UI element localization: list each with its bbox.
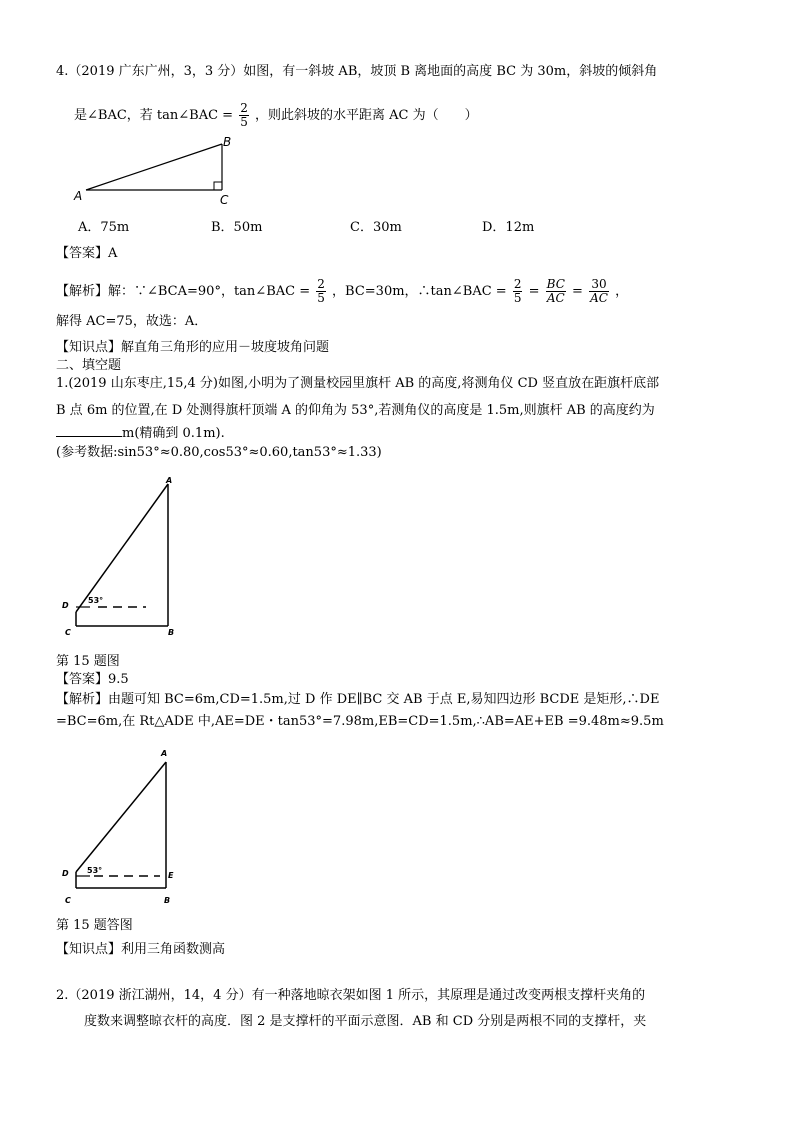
q4-label-b: B: [223, 135, 232, 149]
q4-solve: 解得 AC=75，故选：A．: [56, 314, 208, 329]
q1-line2: B 点 6m 的位置,在 D 处测得旗杆顶端 A 的仰角为 53°,若测角仪的高度是 1.5m,则旗杆 AB 的高度约为: [56, 403, 655, 418]
q4-label-c: C: [220, 193, 229, 207]
q4-analysis-frac1: $\frac{2}{5}$: [317, 277, 325, 305]
q4-slope-figure: [70, 132, 240, 207]
q1-answer-blank: [56, 424, 122, 437]
q4-analysis-frac3: $\frac{30}{AC}$: [590, 277, 608, 305]
q1-ans-label-e: E: [168, 871, 174, 880]
q1-label-a: A: [166, 476, 173, 485]
q1-flagpole-figure: [60, 472, 180, 642]
q4-analysis-frac1b: $\frac{2}{5}$: [513, 277, 522, 305]
q2-line2: 度数来调整晾衣杆的高度．图 2 是支撑杆的平面示意图．AB 和 CD 分别是两根不同的支撑杆，夹: [84, 1014, 647, 1029]
q1-line3-text: m(精确到 0.1m).: [122, 426, 225, 441]
q1-ans-label-a: A: [161, 749, 168, 758]
q4-analysis-frac2: $\frac{BC}{AC}$: [546, 277, 565, 305]
q4-line1: 4.（2019 广东广州，3，3 分）如图，有一斜坡 AB，坡顶 B 离地面的高度 BC 为 30m，斜坡的倾斜角: [56, 64, 658, 79]
q1-label-b: B: [168, 628, 175, 637]
q4-option-a: A．75m: [78, 220, 130, 235]
q1-ans-label-b: B: [164, 896, 171, 905]
section-title: 二、填空题: [56, 358, 122, 373]
q4-analysis-end: ，: [615, 284, 629, 299]
q4-fraction: $\frac{2}{5}$: [240, 101, 248, 129]
q2-line1: 2.（2019 浙江湖州，14，4 分）有一种落地晾衣架如图 1 所示，其原理是通过改变两根支撑杆夹角的: [56, 988, 646, 1003]
q1-line3: [56, 424, 225, 442]
q4-line2-pre: 是∠BAC，若 tan∠BAC =: [74, 108, 234, 123]
q1-label-d: D: [62, 601, 69, 610]
q1-angle-label: 53°: [88, 596, 104, 605]
q4-analysis-eq1: =: [528, 284, 540, 299]
q4-analysis-pre: 【解析】解：∵∠BCA=90°，tan∠BAC =: [56, 284, 311, 299]
q1-line1: 1.(2019 山东枣庄,15,4 分)如图,小明为了测量校园里旗杆 AB 的高度,将测角仪 CD 竖直放在距旗杆底部: [56, 376, 660, 391]
q1-ans-label-c: C: [65, 896, 71, 905]
q4-analysis-eq2: =: [572, 284, 583, 299]
q1-fig-caption: 第 15 题图: [56, 654, 120, 669]
q4-option-b: B．50m: [211, 220, 263, 235]
q1-answer: 【答案】9.5: [56, 672, 129, 687]
q4-line2-post: ，则此斜坡的水平距离 AC 为（ ）: [255, 108, 478, 123]
q1-answer-figure: [60, 744, 190, 910]
q1-ans-label-d: D: [62, 869, 69, 878]
q4-line2: [74, 102, 478, 129]
q4-option-d: D．12m: [482, 220, 535, 235]
q4-analysis: [56, 278, 628, 305]
q1-analysis-line1: 【解析】由题可知 BC=6m,CD=1.5m,过 D 作 DE∥BC 交 AB 于点 E,易知四边形 BCDE 是矩形,∴DE: [56, 692, 660, 707]
q1-ans-angle-label: 53°: [87, 866, 103, 875]
q4-option-c: C．30m: [350, 220, 402, 235]
q4-answer: 【答案】A: [56, 246, 118, 261]
q4-label-a: A: [74, 189, 83, 203]
q4-analysis-mid: ，BC=30m，∴tan∠BAC =: [332, 284, 507, 299]
q1-knowledge: 【知识点】利用三角函数测高: [56, 942, 226, 957]
q1-label-c: C: [65, 628, 71, 637]
q1-fig2-caption: 第 15 题答图: [56, 918, 133, 933]
q1-analysis-line2: =BC=6m,在 Rt△ADE 中,AE=DE・tan53°=7.98m,EB=CD=1.5m,∴AB=AE+EB =9.48m≈9.5m: [56, 714, 664, 729]
q4-knowledge: 【知识点】解直角三角形的应用－坡度坡角问题: [56, 340, 330, 355]
q1-reference: (参考数据:sin53°≈0.80,cos53°≈0.60,tan53°≈1.33): [56, 445, 382, 460]
